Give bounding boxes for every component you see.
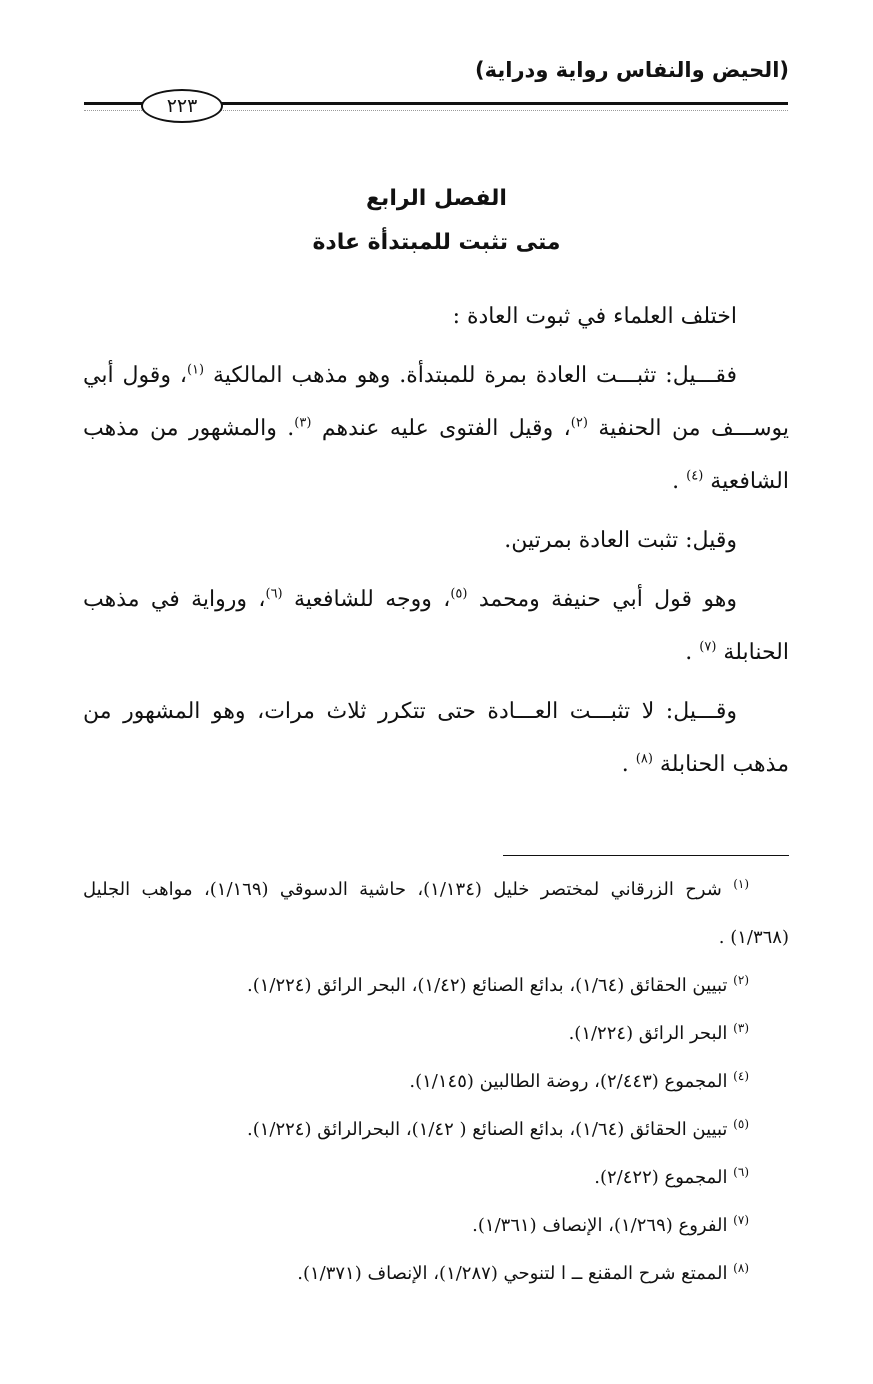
text-span: . [685, 640, 700, 665]
footnote-text: البحر الرائق (١/٢٢٤). [568, 1023, 734, 1044]
footnotes [83, 866, 789, 1298]
text-span: ، وقول أبي يوســـف من الحنفية [83, 363, 789, 441]
page-number: ٢٢٣ [141, 89, 223, 123]
chapter-subtitle: متى تثبت للمبتدأة عادة [312, 230, 561, 255]
footnote-ref-8[interactable]: (٨) [635, 751, 653, 767]
footnote-number: (٤) [733, 1069, 749, 1083]
text-span: وهو قول أبي حنيفة ومحمد [467, 587, 738, 612]
footnote-text: المجموع (٢/٤٢٢). [594, 1167, 734, 1188]
footnote-3 [83, 1010, 789, 1058]
footnote-ref-6[interactable]: (٦) [265, 586, 283, 602]
footnote-1 [83, 866, 789, 962]
paragraph-4 [83, 573, 789, 679]
running-title: (الحيض والنفاس رواية ودراية) [475, 58, 789, 82]
footnote-5 [83, 1106, 789, 1154]
footnote-4 [83, 1058, 789, 1106]
footnote-text: تبيين الحقائق (١/٦٤)، بدائع الصنائع ( ١/٤٢)، البحرالرائق (١/٢٢٤). [246, 1119, 734, 1140]
footnote-2 [83, 962, 789, 1010]
text-span: فقـــيل: تثبـــت العادة بمرة للمبتدأة. وهو مذهب المالكية [204, 363, 737, 388]
text-span: ، ورواية في مذهب الحنابلة [83, 587, 789, 665]
body-text [83, 290, 789, 791]
footnote-number: (٦) [733, 1165, 749, 1179]
footnote-7 [83, 1202, 789, 1250]
text-span: ، وقيل الفتوى عليه عندهم [311, 416, 571, 441]
footnote-6 [83, 1154, 789, 1202]
text-span: وقـــيل: لا تثبـــت العـــادة حتى تتكرر ثلاث مرات، وهو المشهور من مذهب الحنابلة [83, 699, 789, 777]
paragraph-5 [83, 685, 789, 791]
footnote-8 [83, 1250, 789, 1298]
footnote-number: (١) [733, 877, 750, 891]
footnote-text: الفروع (١/٢٦٩)، الإنصاف (١/٣٦١). [472, 1215, 734, 1236]
footnote-ref-3[interactable]: (٣) [294, 415, 312, 431]
footnote-ref-2[interactable]: (٢) [570, 415, 588, 431]
text-span: ، ووجه للشافعية [282, 587, 451, 612]
chapter-title: الفصل الرابع [366, 186, 507, 211]
footnote-text: المجموع (٢/٤٤٣)، روضة الطالبين (١/١٤٥). [409, 1071, 734, 1092]
footnote-text: الممتع شرح المقنع ــ ا لتنوحي (١/٢٨٧)، الإنصاف (١/٣٧١). [297, 1263, 734, 1284]
text-span: . [672, 469, 687, 494]
footnote-separator [503, 855, 789, 856]
text-span: . [621, 752, 636, 777]
paragraph-2 [83, 349, 789, 508]
footnote-ref-7[interactable]: (٧) [699, 639, 717, 655]
paragraph-1: اختلف العلماء في ثبوت العادة : [452, 304, 737, 329]
footnote-number: (٢) [733, 973, 749, 987]
footnote-ref-5[interactable]: (٥) [450, 586, 468, 602]
footnote-text: شرح الزرقاني لمختصر خليل (١/١٣٤)، حاشية الدسوقي (١/١٦٩)، مواهب الجليل (١/٣٦٨) . [83, 879, 789, 948]
footnote-ref-1[interactable]: (١) [186, 362, 205, 378]
footnote-number: (٨) [733, 1261, 749, 1275]
footnote-number: (٥) [733, 1117, 749, 1131]
footnote-number: (٣) [733, 1021, 749, 1035]
footnote-ref-4[interactable]: (٤) [686, 468, 704, 484]
footnote-text: تبيين الحقائق (١/٦٤)، بدائع الصنائع (١/٤٢)، البحر الرائق (١/٢٢٤). [246, 975, 734, 996]
text-span: . والمشهور من مذهب الشافعية [83, 416, 789, 494]
footnote-number: (٧) [733, 1213, 749, 1227]
paragraph-3: وقيل: تثبت العادة بمرتين. [504, 528, 737, 553]
